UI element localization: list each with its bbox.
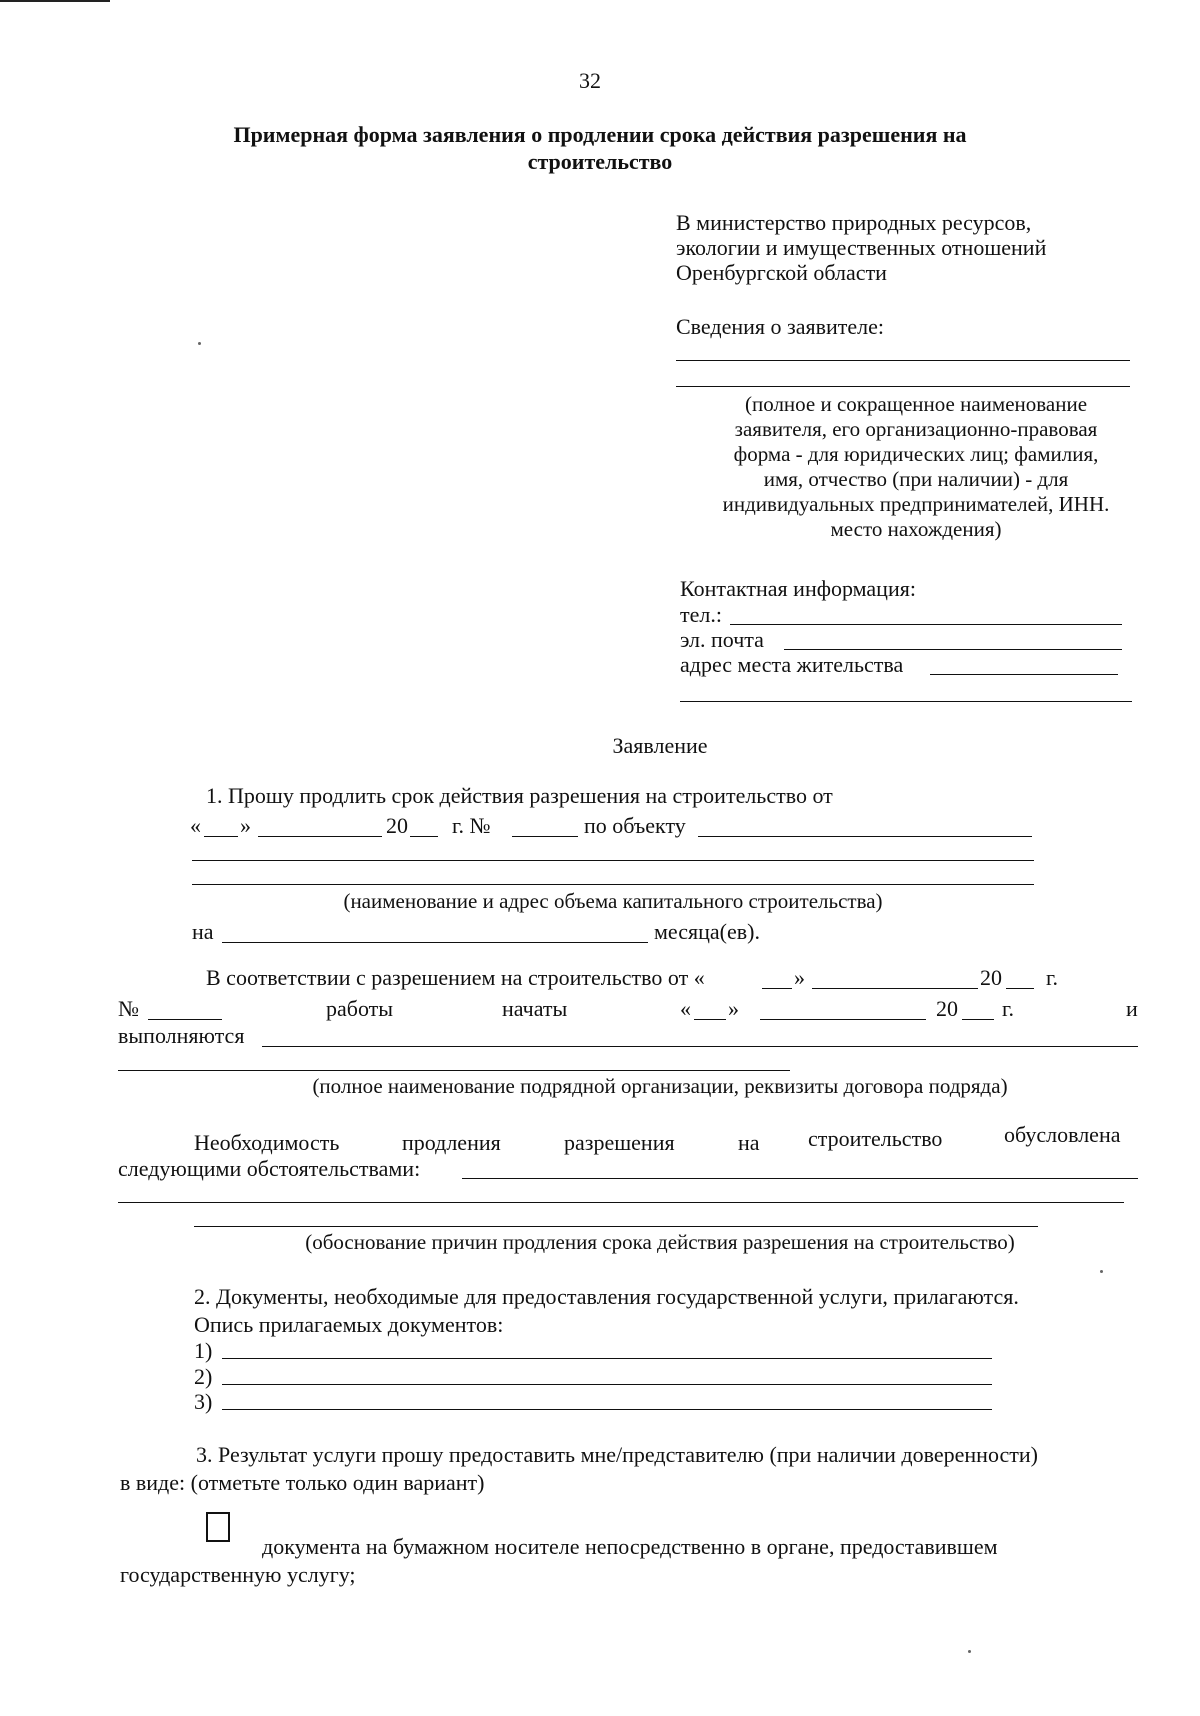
necessity-word-6: обусловлена [1004,1122,1121,1147]
scan-speck [1100,1270,1103,1273]
addressee-line1: В министерство природных ресурсов, [676,210,1032,235]
accordance-g: г. [1046,965,1059,990]
contacts-label: Контактная информация: [680,576,916,601]
item1-year-prefix: 20 [386,813,408,838]
scan-speck [968,1650,971,1653]
accordance-started-word: начаты [502,996,568,1021]
applicant-hint-line4: имя, отчество (при наличии) - для [763,467,1069,491]
accordance-no-label: № [118,996,139,1021]
form-title-line2: строительство [527,149,673,174]
accordance-year2-prefix: 20 [936,996,958,1021]
applicant-name-field-1[interactable] [676,360,1130,361]
applicant-label: Сведения о заявителе: [676,314,885,339]
option-paper-checkbox[interactable] [206,1512,230,1542]
reason-field-3[interactable] [194,1226,1038,1227]
necessity-word-4: на [738,1130,760,1155]
item1-object-hint: (наименование и адрес объема капитального строительства) [343,889,883,913]
reason-field-2[interactable] [118,1202,1124,1203]
accordance-work-word: работы [326,996,394,1021]
accordance-quote2-close: » [728,996,739,1021]
phone-label: тел.: [680,602,722,627]
address-label: адрес места жительства [680,652,904,677]
accordance-performed-label: выполняются [118,1023,245,1048]
form-title-line1: Примерная форма заявления о продлении срока действия разрешения на [233,122,967,147]
contractor-field-1[interactable] [262,1046,1138,1047]
item3-text2: в виде: (отметьте только один вариант) [120,1470,485,1495]
reason-hint: (обоснование причин продления срока действия разрешения на строительство) [305,1230,1015,1254]
item1-na-label: на [192,919,214,944]
address-field-2[interactable] [680,701,1132,702]
doc-item-1-label: 1) [194,1338,213,1363]
accordance-quote-close: » [794,965,805,990]
item1-text: 1. Прошу продлить срок действия разрешения на строительство от [206,783,833,808]
item2-list-label: Опись прилагаемых документов: [194,1312,504,1337]
item1-months-label: месяца(ев). [654,919,760,944]
addressee-line3: Оренбургской области [676,260,887,285]
accordance-year-prefix: 20 [980,965,1002,990]
accordance-month-field[interactable] [812,988,978,989]
page-number: 32 [579,68,601,93]
item3-text: 3. Результат услуги прошу предоставить мне/представителю (при наличии доверенности) [196,1442,1038,1467]
contractor-hint: (полное наименование подрядной организации, реквизиты договора подряда) [312,1074,1008,1098]
item1-day-field[interactable] [204,836,238,837]
phone-field[interactable] [730,624,1122,625]
item1-year-field[interactable] [410,836,438,837]
accordance-start-month-field[interactable] [760,1019,926,1020]
item1-quote-close: » [240,813,251,838]
statement-heading: Заявление [612,733,708,758]
option-paper-line1: документа на бумажном носителе непосредственно в органе, предоставившем [262,1534,998,1559]
item1-number-label: г. № [452,813,491,838]
item1-month-field[interactable] [258,836,382,837]
address-field-1[interactable] [930,674,1118,675]
applicant-hint-line1: (полное и сокращенное наименование [744,392,1088,416]
contractor-field-2[interactable] [118,1070,790,1071]
item1-months-field[interactable] [222,942,648,943]
scan-edge-mark [0,0,110,2]
scan-speck [198,342,201,345]
addressee-line2: экологии и имущественных отношений [676,235,1047,260]
necessity-word-5: строительство [808,1126,943,1151]
email-field[interactable] [784,649,1122,650]
item1-object-field-1[interactable] [698,836,1032,837]
item1-object-field-2[interactable] [192,860,1034,861]
reason-field-1[interactable] [462,1178,1138,1179]
accordance-day-field[interactable] [762,988,792,989]
item1-quote-open: « [190,813,201,838]
necessity-word-1: Необходимость [194,1130,340,1155]
necessity-line2-label: следующими обстоятельствами: [118,1156,421,1181]
item1-number-field[interactable] [512,836,578,837]
doc-item-2-label: 2) [194,1364,213,1389]
doc-item-1-field[interactable] [222,1358,992,1359]
accordance-number-field[interactable] [148,1019,222,1020]
doc-item-3-label: 3) [194,1389,213,1414]
accordance-start-year-field[interactable] [962,1019,994,1020]
necessity-word-3: разрешения [564,1130,675,1155]
applicant-hint-line5: индивидуальных предпринимателей, ИНН. [722,492,1110,516]
option-paper-line2: государственную услугу; [120,1562,356,1587]
accordance-quote2-open: « [680,996,691,1021]
applicant-hint-line2: заявителя, его организационно-правовая [734,417,1098,441]
doc-item-2-field[interactable] [222,1384,992,1385]
item1-object-field-3[interactable] [192,884,1034,885]
accordance-year-field[interactable] [1006,988,1034,989]
item1-object-label: по объекту [584,813,686,838]
accordance-g2: г. [1002,996,1015,1021]
necessity-word-2: продления [402,1130,501,1155]
email-label: эл. почта [680,627,764,652]
applicant-hint-line3: форма - для юридических лиц; фамилия, [733,442,1099,466]
applicant-hint-line6: место нахождения) [830,517,1002,541]
accordance-start-day-field[interactable] [694,1019,726,1020]
doc-item-3-field[interactable] [222,1409,992,1410]
accordance-lead: В соответствии с разрешением на строительство от « [206,965,705,990]
accordance-and: и [1126,996,1138,1021]
applicant-name-field-2[interactable] [676,386,1130,387]
item2-text: 2. Документы, необходимые для предоставления государственной услуги, прилагаются. [194,1284,1019,1309]
